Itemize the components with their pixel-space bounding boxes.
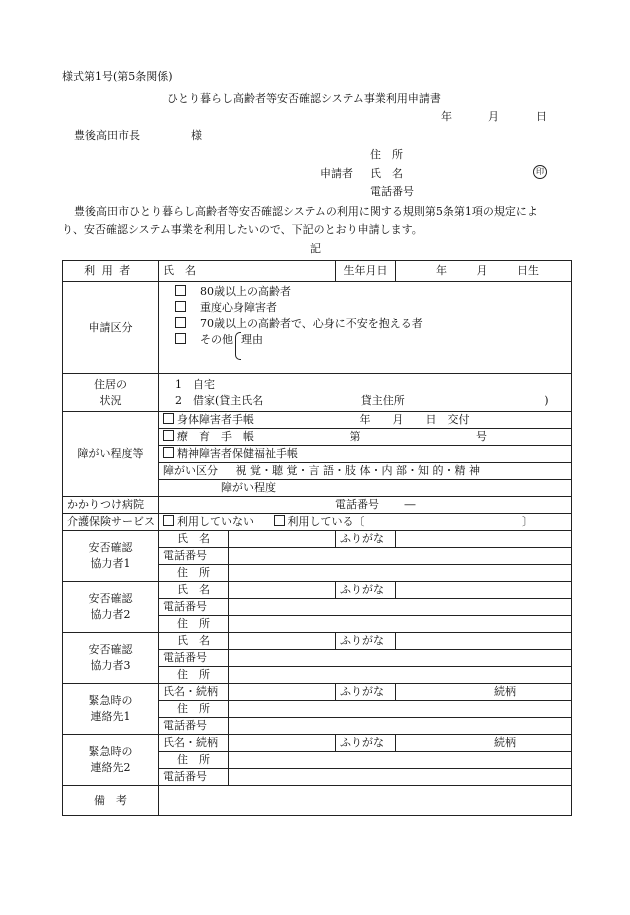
user-label: 利用者 xyxy=(63,261,159,282)
applicant-phone-label: 電話番号 xyxy=(370,185,414,198)
disability-class-options[interactable]: 視 覚・聴 覚・言 語・肢 体・内 部・知 的・精 神 xyxy=(235,464,480,477)
birth-label: 生年月日 xyxy=(336,261,396,282)
residence-options[interactable] xyxy=(159,374,572,412)
remarks-row xyxy=(63,786,572,816)
emergency1-furigana-value[interactable] xyxy=(396,684,572,701)
checkbox-icon[interactable] xyxy=(274,515,285,526)
care-close: 〕 xyxy=(522,515,533,528)
helper3-name-value[interactable] xyxy=(229,633,336,650)
emergency-furigana-label: ふりがな xyxy=(336,684,396,701)
document-title: ひとり暮らし高齢者等安否確認システム事業利用申請書 xyxy=(167,92,441,105)
body-paragraph-line1: 豊後高田市ひとり暮らし高齢者等安否確認システムの利用に関する規則第5条第1項の規定によ xyxy=(74,205,538,218)
reason-label: 理由 xyxy=(241,333,263,346)
addressee-suffix: 様 xyxy=(191,129,202,142)
helper3-furigana-value[interactable] xyxy=(396,633,572,650)
helper2-name-row xyxy=(63,582,572,599)
emergency1-name-row xyxy=(63,684,572,701)
handbook3-cell[interactable]: 精神障害者保健福祉手帳 xyxy=(159,446,572,463)
emergency1-address-value[interactable] xyxy=(229,701,572,718)
emergency-name-label: 氏名・続柄 xyxy=(159,684,229,701)
helper1-phone-value[interactable] xyxy=(229,548,572,565)
applicant-name-label: 氏 名 xyxy=(370,167,403,180)
helper2-label: 安否確認 協力者2 xyxy=(63,582,159,633)
helper-furigana-label: ふりがな xyxy=(336,582,396,599)
checkbox-icon[interactable] xyxy=(163,413,174,424)
helper2-name-value[interactable] xyxy=(229,582,336,599)
remarks-label: 備 考 xyxy=(63,786,159,816)
residence-rental[interactable]: 2 借家(貸主氏名 貸主住所 ) xyxy=(175,393,549,407)
date-day: 日 xyxy=(536,110,547,123)
emergency-address-label: 住 所 xyxy=(159,752,229,769)
emergency2-label: 緊急時の 連絡先2 xyxy=(63,735,159,786)
checkbox-icon[interactable] xyxy=(175,317,186,328)
helper3-name-row xyxy=(63,633,572,650)
checkbox-icon[interactable] xyxy=(163,515,174,526)
body-paragraph-line2: り、安否確認システム事業を利用したいので、下記のとおり申請します。 xyxy=(62,223,423,236)
residence-label: 住居の 状況 xyxy=(63,374,159,412)
user-name-label: 氏 名 xyxy=(163,264,196,277)
helper-phone-label: 電話番号 xyxy=(159,650,229,667)
form-number: 様式第1号(第5条関係) xyxy=(62,70,173,83)
disability-class-cell[interactable] xyxy=(159,463,572,480)
helper2-address-value[interactable] xyxy=(229,616,572,633)
emergency2-name-value[interactable] xyxy=(229,735,336,752)
helper3-label: 安否確認 協力者3 xyxy=(63,633,159,684)
helper-furigana-label: ふりがな xyxy=(336,531,396,548)
disability-class-label: 障がい区分 xyxy=(163,464,218,477)
helper1-address-value[interactable] xyxy=(229,565,572,582)
helper2-phone-value[interactable] xyxy=(229,599,572,616)
helper-address-label: 住 所 xyxy=(159,565,229,582)
date-month: 月 xyxy=(488,110,499,123)
category-option-1[interactable]: 80歳以上の高齢者 xyxy=(163,284,567,300)
helper1-name-value[interactable] xyxy=(229,531,336,548)
date-year: 年 xyxy=(441,110,452,123)
care-row xyxy=(63,514,572,531)
disability-degree-cell[interactable] xyxy=(159,480,572,497)
emergency2-phone-value[interactable] xyxy=(229,769,572,786)
hospital-phone-dash: ― xyxy=(404,498,416,511)
helper-phone-label: 電話番号 xyxy=(159,548,229,565)
applicant-address-label: 住 所 xyxy=(370,148,403,161)
emergency-furigana-label: ふりがな xyxy=(336,735,396,752)
category-option-4[interactable]: その他 理由 xyxy=(163,332,567,360)
checkbox-icon[interactable] xyxy=(175,333,186,344)
emergency-name-label: 氏名・続柄 xyxy=(159,735,229,752)
emergency2-furigana-value[interactable] xyxy=(396,735,572,752)
emergency-relation-label: 続柄 xyxy=(494,736,516,749)
handbook2-number-suffix: 号 xyxy=(476,430,487,443)
care-label: 介護保険サービス xyxy=(63,514,159,531)
paren-close: ) xyxy=(544,393,549,407)
residence-own-home[interactable]: 1 自宅 xyxy=(175,377,215,391)
checkbox-icon[interactable] xyxy=(175,285,186,296)
helper-phone-label: 電話番号 xyxy=(159,599,229,616)
user-row xyxy=(63,261,572,282)
checkbox-icon[interactable] xyxy=(163,430,174,441)
addressee: 豊後高田市長 xyxy=(74,129,140,142)
category-row xyxy=(63,282,572,374)
hospital-row xyxy=(63,497,572,514)
handbook1-row xyxy=(63,412,572,429)
birth-month: 月 xyxy=(476,264,488,277)
category-option-3[interactable]: 70歳以上の高齢者で、心身に不安を抱える者 xyxy=(163,316,567,332)
birth-year: 年 xyxy=(436,264,447,277)
helper3-address-value[interactable] xyxy=(229,667,572,684)
helper-address-label: 住 所 xyxy=(159,667,229,684)
helper-furigana-label: ふりがな xyxy=(336,633,396,650)
birth-suffix: 日生 xyxy=(517,264,539,277)
handbook1-cell[interactable]: 身体障害者手帳 年 月 日 交付 xyxy=(159,412,572,429)
hospital-cell[interactable] xyxy=(159,497,572,514)
helper-name-label: 氏 名 xyxy=(159,531,229,548)
landlord-address-label: 貸主住所 xyxy=(360,393,405,407)
disability-degree-label: 障がい程度 xyxy=(221,481,276,494)
residence-row xyxy=(63,374,572,412)
category-option-2[interactable]: 重度心身障害者 xyxy=(163,300,567,316)
emergency1-phone-value[interactable] xyxy=(229,718,572,735)
checkbox-icon[interactable] xyxy=(175,301,186,312)
care-cell[interactable]: 利用していない 利用している〔 〕 xyxy=(159,514,572,531)
seal-icon: 印 xyxy=(533,164,547,179)
user-name-cell[interactable] xyxy=(159,261,336,282)
emergency2-name-row xyxy=(63,735,572,752)
emergency-relation-label: 続柄 xyxy=(494,685,516,698)
helper1-furigana-value[interactable] xyxy=(396,531,572,548)
hospital-label: かかりつけ病院 xyxy=(63,497,159,514)
emergency1-label: 緊急時の 連絡先1 xyxy=(63,684,159,735)
emergency2-address-value[interactable] xyxy=(229,752,572,769)
handbook2-cell[interactable]: 療 育 手 帳 第 号 xyxy=(159,429,572,446)
emergency-phone-label: 電話番号 xyxy=(159,769,229,786)
helper2-furigana-value[interactable] xyxy=(396,582,572,599)
hospital-phone-label: 電話番号 xyxy=(335,498,379,511)
birth-date-cell[interactable] xyxy=(396,261,572,282)
helper-name-label: 氏 名 xyxy=(159,582,229,599)
handbook2-number-prefix: 第 xyxy=(349,430,361,443)
helper3-phone-value[interactable] xyxy=(229,650,572,667)
category-label: 申請区分 xyxy=(63,282,159,374)
category-options xyxy=(159,282,572,374)
helper1-label: 安否確認 協力者1 xyxy=(63,531,159,582)
handbook1-issue-date: 年 月 日 交付 xyxy=(359,413,470,426)
helper1-name-row xyxy=(63,531,572,548)
remarks-value[interactable] xyxy=(159,786,572,816)
emergency-address-label: 住 所 xyxy=(159,701,229,718)
disability-label: 障がい程度等 xyxy=(63,412,159,497)
application-table xyxy=(62,260,572,816)
emergency1-name-value[interactable] xyxy=(229,684,336,701)
helper-address-label: 住 所 xyxy=(159,616,229,633)
applicant-label: 申請者 xyxy=(320,167,353,180)
emergency-phone-label: 電話番号 xyxy=(159,718,229,735)
checkbox-icon[interactable] xyxy=(163,447,174,458)
ki-marker: 記 xyxy=(310,242,321,255)
helper-name-label: 氏 名 xyxy=(159,633,229,650)
